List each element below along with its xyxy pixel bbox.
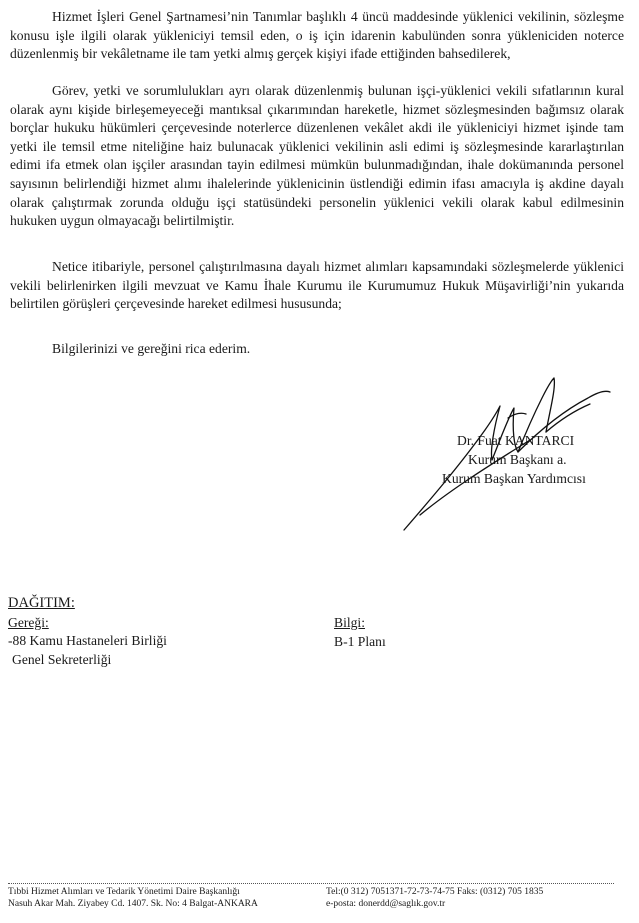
- body-paragraph-2: Görev, yetki ve sorumlulukları ayrı olarak düzenlenmiş bulunan işçi-yüklenici vekili sıfatlarının kural olarak aynı kişide birleşemeyeceği mantıksal çıkarımından hareketle, hizmet sözleşmesinden bağımsız olarak borçlar hukuku hükümleri çerçevesinde noterlerce düzenlenen vekâlet akdi ile yükleniciyi hizmet işinde tam yetki ile temsil etme niteliğine haiz bulunacak yüklenici vekilinin asli edimi iş sözleşmesinde kararlaştırılan edimi ifa etmek olan işçiler arasından tayin edilmesi mümkün bulunmadığından, ihale dokümanında personel sayısının belirlendiği hizmet alımı ihalelerinde yüklenicinin üstlendiği edimin ifası amacıyla iş akdine dayalı olarak çalıştırmak zorunda olduğu işçi statüsündeki personelin yüklenici vekili olarak kabul edilmesinin hukuken uygun olmayacağı belirtilmiştir.: [10, 83, 624, 229]
- info-heading-text: Bilgi:: [334, 615, 365, 630]
- footer-phone-fax: Tel:(0 312) 7051371-72-73-74-75 Faks: (0312) 705 1835: [326, 887, 544, 897]
- action-heading-text: Gereği:: [8, 615, 49, 630]
- footer-email: e-posta: donerdd@saglık.gov.tr: [326, 899, 446, 909]
- signatory-title-2: Kurum Başkan Yardımcısı: [442, 471, 586, 486]
- footer-unit-name: Tıbbi Hizmet Alımları ve Tedarik Yönetimi Daire Başkanlığı: [8, 887, 240, 897]
- footer-address: Nasuh Akar Mah. Ziyabey Cd. 1407. Sk. No: 4 Balgat-ANKARA: [8, 899, 258, 909]
- body-paragraph-4: Bilgilerinizi ve gereğini rica ederim.: [52, 341, 251, 356]
- handwritten-signature: [390, 370, 620, 540]
- signatory-name: Dr. Fuat KANTARCI: [457, 433, 575, 448]
- body-paragraph-1: Hizmet İşleri Genel Şartnamesi’nin Tanımlar başlıklı 4 üncü maddesinde yüklenici vekilinin, sözleşme konusu işle ilgili olarak yükleniciyi temsil eden, o iş için idarenin kabulünden sonra yükleniciden noterce düzenlenmiş bir vekâletname ile tam yetki almış gerçek kişiyi ifade ettiğinden bahsedilerek,: [10, 9, 624, 62]
- signatory-title-1: Kurum Başkanı a.: [468, 452, 567, 467]
- body-paragraph-3: Netice itibariyle, personel çalıştırılmasına dayalı hizmet alımları kapsamındaki sözleşmelerde yüklenici vekili belirlenirken ilgili mevzuat ve Kamu İhale Kurumu ile Kurumumuz Hukuk Müşavirliği’nin yukarıda belirtilen görüşleri çerçevesinde hareket edilmesi hususunda;: [10, 259, 624, 312]
- action-recipient-line-2: Genel Sekreterliği: [12, 652, 112, 667]
- action-heading: [8, 614, 49, 631]
- info-recipient-line-1: B-1 Planı: [334, 634, 386, 649]
- footer-divider: [8, 883, 614, 884]
- distribution-heading-text: DAĞITIM:: [8, 595, 75, 611]
- distribution-heading: [8, 595, 75, 612]
- action-recipient-line-1: -88 Kamu Hastaneleri Birliği: [8, 633, 167, 648]
- info-heading: [334, 614, 365, 631]
